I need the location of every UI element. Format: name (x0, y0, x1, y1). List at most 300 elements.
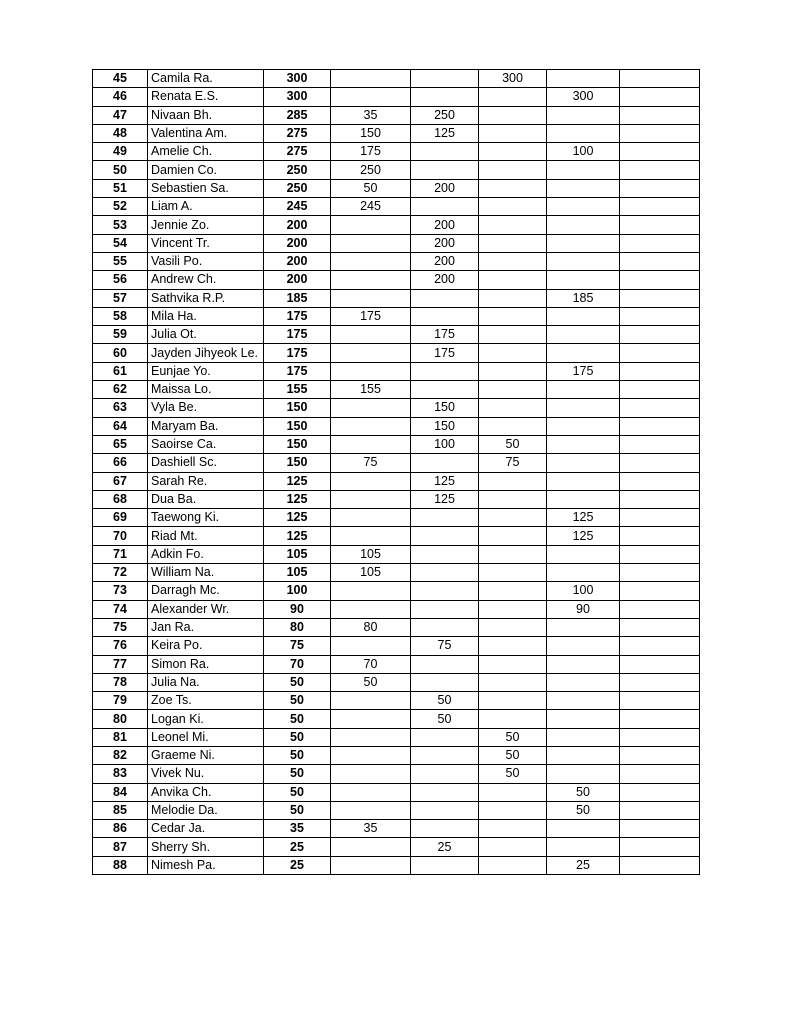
points-cell-e (620, 637, 700, 655)
table-row (93, 289, 700, 307)
table-row (93, 582, 700, 600)
name-cell: Leonel Mi. (148, 728, 264, 746)
points-cell-c (479, 198, 547, 216)
points-cell-a (331, 783, 411, 801)
table-row (93, 564, 700, 582)
points-cell-b: 200 (411, 252, 479, 270)
points-cell-c (479, 289, 547, 307)
name-cell: Graeme Ni. (148, 746, 264, 764)
points-cell-e (620, 362, 700, 380)
table-row (93, 783, 700, 801)
rank-cell: 61 (93, 362, 148, 380)
points-cell-a: 250 (331, 161, 411, 179)
name-cell: Jayden Jihyeok Le. (148, 344, 264, 362)
points-cell-e (620, 143, 700, 161)
standings-table-body (93, 70, 700, 875)
table-row (93, 143, 700, 161)
points-cell-b: 125 (411, 490, 479, 508)
points-cell-c (479, 472, 547, 490)
name-cell: Renata E.S. (148, 88, 264, 106)
table-row (93, 618, 700, 636)
points-cell-c (479, 710, 547, 728)
points-cell-a (331, 435, 411, 453)
total-cell: 150 (264, 399, 331, 417)
rank-cell: 79 (93, 692, 148, 710)
total-cell: 200 (264, 234, 331, 252)
points-cell-d (547, 490, 620, 508)
points-cell-e (620, 490, 700, 508)
points-cell-e (620, 710, 700, 728)
table-row (93, 381, 700, 399)
points-cell-b: 175 (411, 344, 479, 362)
rank-cell: 82 (93, 746, 148, 764)
points-cell-e (620, 454, 700, 472)
points-cell-a: 35 (331, 106, 411, 124)
points-cell-a (331, 856, 411, 874)
points-cell-b: 150 (411, 399, 479, 417)
points-cell-a: 155 (331, 381, 411, 399)
points-cell-c (479, 326, 547, 344)
points-cell-b: 200 (411, 216, 479, 234)
name-cell: Zoe Ts. (148, 692, 264, 710)
table-row (93, 198, 700, 216)
points-cell-b (411, 289, 479, 307)
points-cell-b (411, 582, 479, 600)
name-cell: Eunjae Yo. (148, 362, 264, 380)
points-cell-d (547, 655, 620, 673)
total-cell: 150 (264, 417, 331, 435)
name-cell: Alexander Wr. (148, 600, 264, 618)
name-cell: Sarah Re. (148, 472, 264, 490)
points-cell-e (620, 435, 700, 453)
points-cell-e (620, 765, 700, 783)
points-cell-c (479, 143, 547, 161)
name-cell: Darragh Mc. (148, 582, 264, 600)
rank-cell: 81 (93, 728, 148, 746)
points-cell-d (547, 216, 620, 234)
rank-cell: 46 (93, 88, 148, 106)
total-cell: 175 (264, 344, 331, 362)
points-cell-b (411, 618, 479, 636)
points-cell-c (479, 783, 547, 801)
points-cell-a (331, 472, 411, 490)
name-cell: Vivek Nu. (148, 765, 264, 783)
points-cell-a (331, 765, 411, 783)
points-cell-c (479, 582, 547, 600)
total-cell: 35 (264, 820, 331, 838)
points-cell-e (620, 728, 700, 746)
points-cell-d (547, 472, 620, 490)
points-cell-e (620, 417, 700, 435)
points-cell-d (547, 746, 620, 764)
points-cell-a: 150 (331, 124, 411, 142)
points-cell-b: 200 (411, 271, 479, 289)
name-cell: Logan Ki. (148, 710, 264, 728)
points-cell-e (620, 692, 700, 710)
points-cell-a (331, 234, 411, 252)
total-cell: 80 (264, 618, 331, 636)
points-cell-b: 125 (411, 472, 479, 490)
name-cell: Simon Ra. (148, 655, 264, 673)
table-row (93, 435, 700, 453)
points-cell-d (547, 198, 620, 216)
name-cell: Keira Po. (148, 637, 264, 655)
total-cell: 175 (264, 362, 331, 380)
name-cell: Sathvika R.P. (148, 289, 264, 307)
points-cell-b (411, 88, 479, 106)
points-cell-b: 50 (411, 710, 479, 728)
points-cell-c: 50 (479, 765, 547, 783)
rank-cell: 85 (93, 801, 148, 819)
points-cell-a (331, 289, 411, 307)
points-cell-e (620, 70, 700, 88)
points-cell-c (479, 106, 547, 124)
table-row (93, 88, 700, 106)
points-cell-d (547, 637, 620, 655)
points-cell-d (547, 728, 620, 746)
points-cell-e (620, 618, 700, 636)
points-cell-c (479, 124, 547, 142)
points-cell-e (620, 545, 700, 563)
points-cell-a (331, 326, 411, 344)
table-row (93, 673, 700, 691)
points-cell-d (547, 399, 620, 417)
table-row (93, 728, 700, 746)
points-cell-c (479, 234, 547, 252)
points-cell-a (331, 344, 411, 362)
points-cell-c (479, 673, 547, 691)
total-cell: 50 (264, 673, 331, 691)
points-cell-d (547, 252, 620, 270)
points-cell-d (547, 435, 620, 453)
name-cell: Andrew Ch. (148, 271, 264, 289)
name-cell: Dashiell Sc. (148, 454, 264, 472)
points-cell-b: 75 (411, 637, 479, 655)
table-row (93, 856, 700, 874)
points-cell-d (547, 564, 620, 582)
name-cell: Damien Co. (148, 161, 264, 179)
rank-cell: 66 (93, 454, 148, 472)
points-cell-b: 25 (411, 838, 479, 856)
name-cell: Mila Ha. (148, 307, 264, 325)
rank-cell: 87 (93, 838, 148, 856)
name-cell: Jan Ra. (148, 618, 264, 636)
rank-cell: 53 (93, 216, 148, 234)
points-cell-c (479, 838, 547, 856)
points-cell-c (479, 600, 547, 618)
name-cell: Vasili Po. (148, 252, 264, 270)
points-cell-e (620, 509, 700, 527)
table-row (93, 820, 700, 838)
rank-cell: 45 (93, 70, 148, 88)
total-cell: 25 (264, 856, 331, 874)
points-cell-e (620, 783, 700, 801)
points-cell-b: 175 (411, 326, 479, 344)
points-cell-b (411, 454, 479, 472)
name-cell: Vincent Tr. (148, 234, 264, 252)
points-cell-a (331, 399, 411, 417)
points-cell-b (411, 381, 479, 399)
points-cell-a (331, 728, 411, 746)
rank-cell: 80 (93, 710, 148, 728)
points-cell-c (479, 344, 547, 362)
points-cell-a (331, 582, 411, 600)
points-cell-e (620, 252, 700, 270)
points-cell-d: 50 (547, 783, 620, 801)
points-cell-e (620, 124, 700, 142)
rank-cell: 56 (93, 271, 148, 289)
points-cell-b: 125 (411, 124, 479, 142)
rank-cell: 52 (93, 198, 148, 216)
rank-cell: 68 (93, 490, 148, 508)
table-row (93, 527, 700, 545)
points-cell-b (411, 728, 479, 746)
points-cell-d: 125 (547, 527, 620, 545)
points-cell-d (547, 545, 620, 563)
table-row (93, 399, 700, 417)
points-cell-e (620, 381, 700, 399)
points-cell-e (620, 198, 700, 216)
points-cell-c (479, 362, 547, 380)
points-cell-e (620, 289, 700, 307)
points-cell-b (411, 765, 479, 783)
name-cell: Nivaan Bh. (148, 106, 264, 124)
points-cell-a (331, 746, 411, 764)
points-cell-b (411, 673, 479, 691)
points-cell-a (331, 70, 411, 88)
rank-cell: 70 (93, 527, 148, 545)
name-cell: Maryam Ba. (148, 417, 264, 435)
name-cell: Anvika Ch. (148, 783, 264, 801)
points-cell-c (479, 545, 547, 563)
points-cell-c (479, 252, 547, 270)
points-cell-d: 100 (547, 582, 620, 600)
name-cell: Liam A. (148, 198, 264, 216)
points-cell-a (331, 252, 411, 270)
points-cell-c (479, 381, 547, 399)
points-cell-c (479, 637, 547, 655)
total-cell: 25 (264, 838, 331, 856)
points-cell-e (620, 838, 700, 856)
table-row (93, 509, 700, 527)
points-cell-c: 50 (479, 746, 547, 764)
points-cell-a: 80 (331, 618, 411, 636)
points-cell-b (411, 655, 479, 673)
name-cell: Adkin Fo. (148, 545, 264, 563)
total-cell: 125 (264, 490, 331, 508)
total-cell: 300 (264, 70, 331, 88)
points-cell-e (620, 564, 700, 582)
points-cell-e (620, 472, 700, 490)
points-cell-e (620, 527, 700, 545)
name-cell: Saoirse Ca. (148, 435, 264, 453)
total-cell: 175 (264, 307, 331, 325)
points-cell-a (331, 88, 411, 106)
table-row (93, 490, 700, 508)
points-cell-a (331, 527, 411, 545)
points-cell-a (331, 838, 411, 856)
name-cell: Nimesh Pa. (148, 856, 264, 874)
points-cell-a (331, 362, 411, 380)
total-cell: 105 (264, 545, 331, 563)
points-cell-d: 90 (547, 600, 620, 618)
points-cell-d (547, 70, 620, 88)
table-row (93, 216, 700, 234)
points-cell-a: 105 (331, 545, 411, 563)
total-cell: 155 (264, 381, 331, 399)
points-cell-e (620, 106, 700, 124)
name-cell: Julia Ot. (148, 326, 264, 344)
points-cell-c (479, 527, 547, 545)
table-row (93, 252, 700, 270)
points-cell-a: 105 (331, 564, 411, 582)
points-cell-b: 250 (411, 106, 479, 124)
rank-cell: 47 (93, 106, 148, 124)
points-cell-e (620, 820, 700, 838)
total-cell: 275 (264, 124, 331, 142)
table-row (93, 161, 700, 179)
points-cell-e (620, 179, 700, 197)
points-cell-d (547, 710, 620, 728)
points-cell-d (547, 454, 620, 472)
points-cell-b: 150 (411, 417, 479, 435)
table-row (93, 838, 700, 856)
points-cell-b: 100 (411, 435, 479, 453)
name-cell: Valentina Am. (148, 124, 264, 142)
points-cell-e (620, 673, 700, 691)
points-cell-c (479, 179, 547, 197)
total-cell: 125 (264, 509, 331, 527)
total-cell: 70 (264, 655, 331, 673)
rank-cell: 88 (93, 856, 148, 874)
total-cell: 250 (264, 161, 331, 179)
points-cell-c: 50 (479, 728, 547, 746)
name-cell: Riad Mt. (148, 527, 264, 545)
rank-cell: 60 (93, 344, 148, 362)
points-cell-c (479, 655, 547, 673)
points-cell-d (547, 307, 620, 325)
points-cell-b: 200 (411, 234, 479, 252)
points-cell-a: 70 (331, 655, 411, 673)
rank-cell: 73 (93, 582, 148, 600)
points-cell-c (479, 692, 547, 710)
points-cell-b (411, 600, 479, 618)
total-cell: 50 (264, 692, 331, 710)
points-cell-d (547, 161, 620, 179)
points-cell-d (547, 326, 620, 344)
rank-cell: 59 (93, 326, 148, 344)
points-cell-d (547, 618, 620, 636)
table-row (93, 326, 700, 344)
points-cell-c (479, 399, 547, 417)
rank-cell: 65 (93, 435, 148, 453)
rank-cell: 54 (93, 234, 148, 252)
total-cell: 285 (264, 106, 331, 124)
points-cell-a (331, 490, 411, 508)
points-cell-a: 75 (331, 454, 411, 472)
points-cell-b (411, 856, 479, 874)
name-cell: Maissa Lo. (148, 381, 264, 399)
points-cell-d (547, 692, 620, 710)
rank-cell: 71 (93, 545, 148, 563)
table-row (93, 454, 700, 472)
points-cell-a (331, 710, 411, 728)
total-cell: 175 (264, 326, 331, 344)
table-row (93, 801, 700, 819)
points-cell-b: 50 (411, 692, 479, 710)
table-row (93, 106, 700, 124)
points-cell-c (479, 271, 547, 289)
name-cell: Taewong Ki. (148, 509, 264, 527)
points-cell-a: 175 (331, 307, 411, 325)
points-cell-d (547, 124, 620, 142)
name-cell: Amelie Ch. (148, 143, 264, 161)
points-cell-e (620, 856, 700, 874)
rank-cell: 58 (93, 307, 148, 325)
points-cell-e (620, 216, 700, 234)
points-cell-b (411, 198, 479, 216)
table-row (93, 271, 700, 289)
points-cell-e (620, 161, 700, 179)
points-cell-b (411, 783, 479, 801)
points-cell-c (479, 307, 547, 325)
name-cell: Jennie Zo. (148, 216, 264, 234)
total-cell: 275 (264, 143, 331, 161)
points-cell-b (411, 307, 479, 325)
points-cell-a (331, 801, 411, 819)
name-cell: William Na. (148, 564, 264, 582)
total-cell: 250 (264, 179, 331, 197)
points-cell-b (411, 527, 479, 545)
name-cell: Camila Ra. (148, 70, 264, 88)
rank-cell: 69 (93, 509, 148, 527)
points-cell-d: 125 (547, 509, 620, 527)
points-cell-e (620, 234, 700, 252)
points-cell-e (620, 399, 700, 417)
standings-table (92, 69, 700, 875)
points-cell-a (331, 637, 411, 655)
table-row (93, 362, 700, 380)
name-cell: Melodie Da. (148, 801, 264, 819)
total-cell: 50 (264, 746, 331, 764)
table-row (93, 344, 700, 362)
points-cell-e (620, 326, 700, 344)
points-cell-d (547, 271, 620, 289)
rank-cell: 57 (93, 289, 148, 307)
name-cell: Sebastien Sa. (148, 179, 264, 197)
points-cell-e (620, 307, 700, 325)
points-cell-e (620, 600, 700, 618)
total-cell: 50 (264, 801, 331, 819)
total-cell: 50 (264, 783, 331, 801)
table-row (93, 710, 700, 728)
points-cell-c (479, 417, 547, 435)
table-row (93, 765, 700, 783)
points-cell-d (547, 344, 620, 362)
points-cell-a (331, 417, 411, 435)
points-cell-b (411, 746, 479, 764)
points-cell-d (547, 106, 620, 124)
rank-cell: 72 (93, 564, 148, 582)
points-cell-e (620, 746, 700, 764)
points-cell-d (547, 381, 620, 399)
points-cell-c (479, 509, 547, 527)
points-cell-b: 200 (411, 179, 479, 197)
points-cell-a (331, 509, 411, 527)
table-row (93, 234, 700, 252)
points-cell-a: 50 (331, 673, 411, 691)
points-cell-d: 300 (547, 88, 620, 106)
